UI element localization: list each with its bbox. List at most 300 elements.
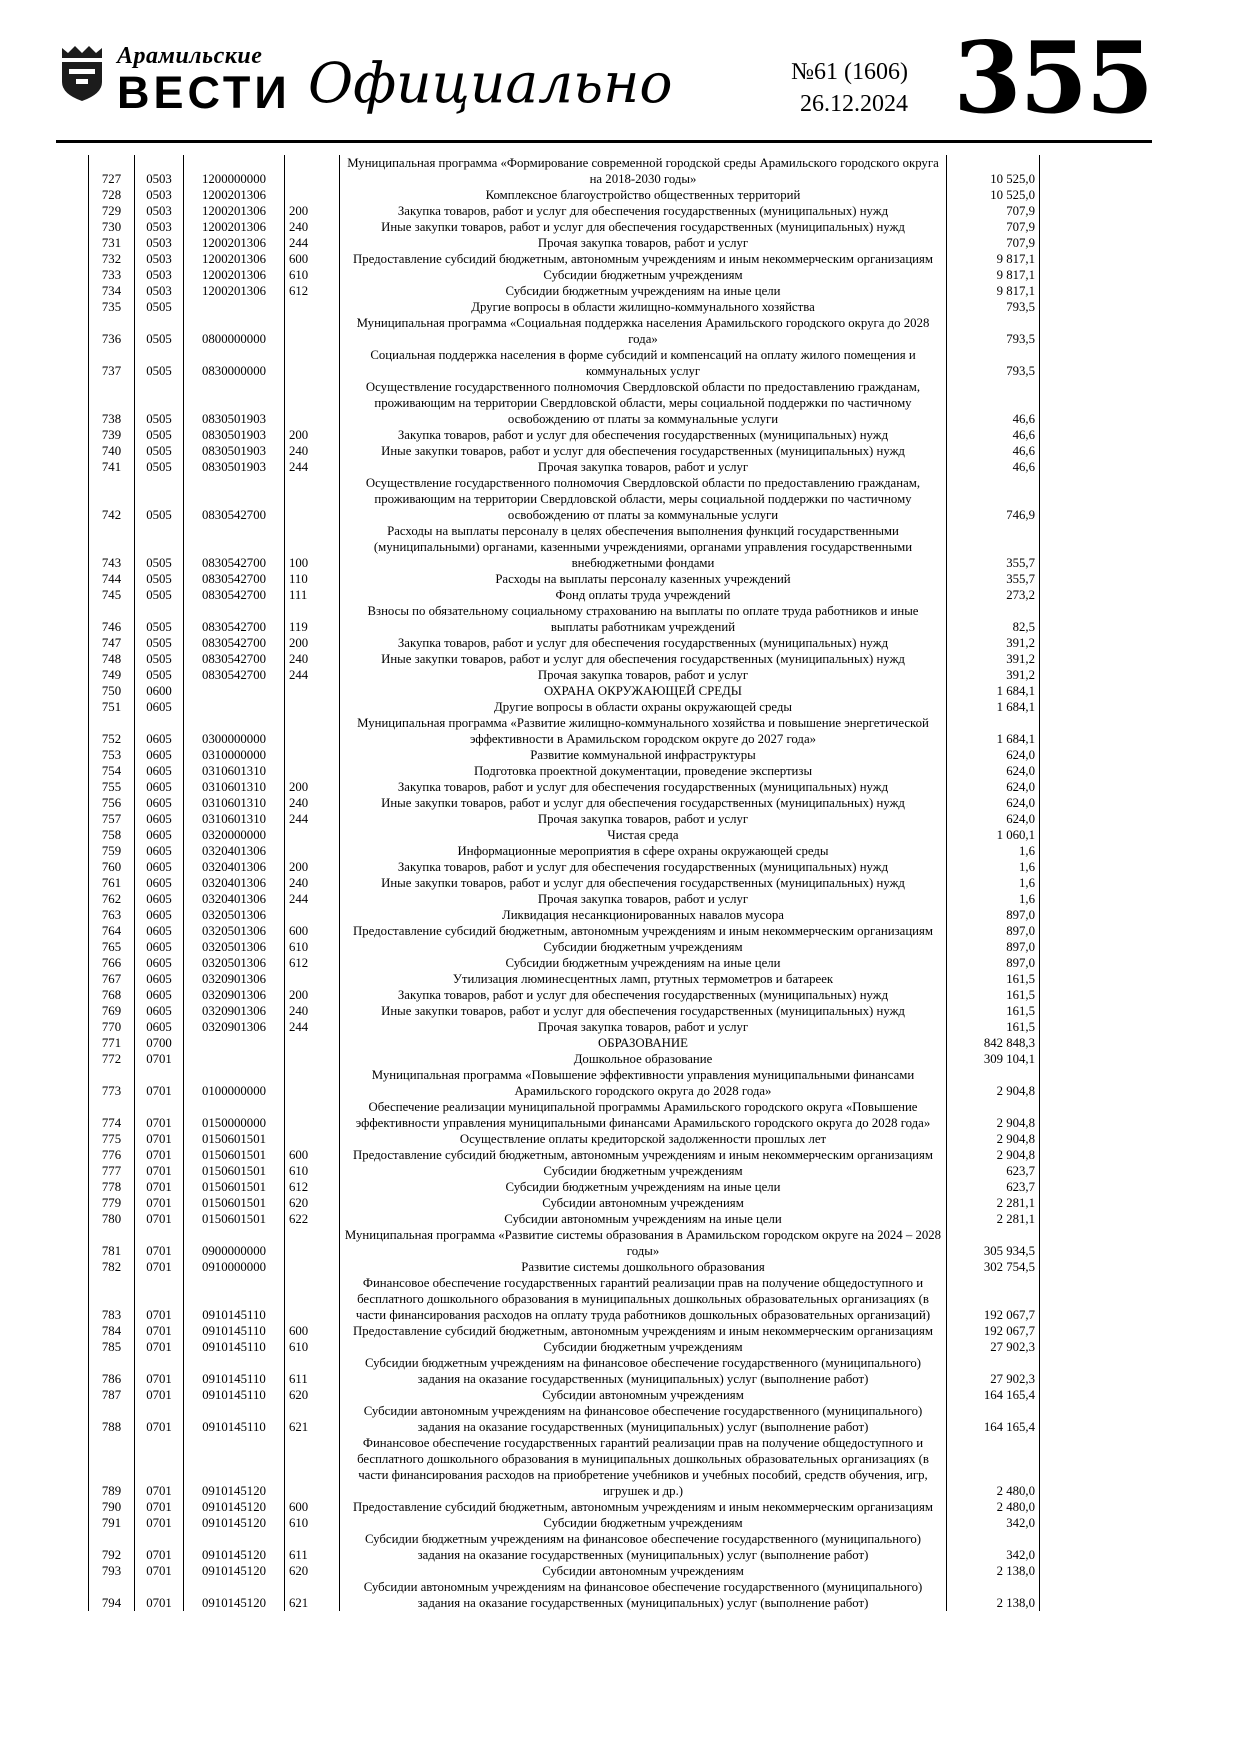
target-article-code-cell: 0830501903 <box>184 459 285 475</box>
section-code-cell: 0605 <box>135 795 184 811</box>
table-row <box>89 1035 1040 1051</box>
target-article-code-cell: 1200201306 <box>184 203 285 219</box>
row-number-cell: 741 <box>89 459 135 475</box>
target-article-code-cell: 0320401306 <box>184 843 285 859</box>
expense-type-code-cell: 244 <box>285 235 340 251</box>
table-row <box>89 459 1040 475</box>
section-code-cell: 0701 <box>135 1515 184 1531</box>
expense-type-code-cell: 200 <box>285 859 340 875</box>
target-article-code-cell: 1200201306 <box>184 187 285 203</box>
expense-type-code-cell: 610 <box>285 267 340 283</box>
section-code-cell: 0605 <box>135 1019 184 1035</box>
table-row <box>89 315 1040 347</box>
masthead <box>56 21 1152 136</box>
expense-name-cell: Осуществление государственного полномочия Свердловской области по предоставлению гражданам, проживающим на территории Свердловской области, меры социальной поддержки по частичному освобождению от платы за коммунальные услуги <box>340 475 947 523</box>
table-row <box>89 875 1040 891</box>
section-code-cell: 0605 <box>135 843 184 859</box>
row-number-cell: 786 <box>89 1355 135 1387</box>
expense-type-code-cell: 622 <box>285 1211 340 1227</box>
section-code-cell: 0505 <box>135 459 184 475</box>
row-number-cell: 769 <box>89 1003 135 1019</box>
target-article-code-cell: 0910145120 <box>184 1499 285 1515</box>
table-row <box>89 859 1040 875</box>
table-row <box>89 907 1040 923</box>
table-row <box>89 571 1040 587</box>
amount-cell: 309 104,1 <box>947 1051 1040 1067</box>
target-article-code-cell: 0910000000 <box>184 1259 285 1275</box>
row-number-cell: 731 <box>89 235 135 251</box>
table-row <box>89 299 1040 315</box>
row-number-cell: 759 <box>89 843 135 859</box>
expense-name-cell: Предоставление субсидий бюджетным, автономным учреждениям и иным некоммерческим организациям <box>340 923 947 939</box>
target-article-code-cell: 0310601310 <box>184 763 285 779</box>
section-code-cell: 0701 <box>135 1387 184 1403</box>
section-code-cell: 0605 <box>135 859 184 875</box>
brand-name-label: ВЕСТИ <box>117 67 291 119</box>
target-article-code-cell: 0320901306 <box>184 971 285 987</box>
target-article-code-cell: 0150601501 <box>184 1163 285 1179</box>
target-article-code-cell: 1200201306 <box>184 251 285 267</box>
table-row <box>89 1163 1040 1179</box>
expense-name-cell: Муниципальная программа «Развитие жилищно-коммунального хозяйства и повышение энергетической эффективности в Арамильском городском округе до 2027 года» <box>340 715 947 747</box>
expense-type-code-cell: 620 <box>285 1387 340 1403</box>
amount-cell: 391,2 <box>947 635 1040 651</box>
expense-type-code-cell: 600 <box>285 1323 340 1339</box>
expense-name-cell: Развитие коммунальной инфраструктуры <box>340 747 947 763</box>
row-number-cell: 755 <box>89 779 135 795</box>
table-row <box>89 1227 1040 1259</box>
target-article-code-cell: 0320501306 <box>184 923 285 939</box>
section-code-cell: 0605 <box>135 971 184 987</box>
expense-name-cell: Субсидии автономным учреждениям <box>340 1195 947 1211</box>
table-row <box>89 763 1040 779</box>
target-article-code-cell: 1200201306 <box>184 235 285 251</box>
amount-cell: 2 904,8 <box>947 1099 1040 1131</box>
amount-cell: 46,6 <box>947 443 1040 459</box>
table-row <box>89 603 1040 635</box>
amount-cell: 793,5 <box>947 347 1040 379</box>
section-code-cell: 0505 <box>135 523 184 571</box>
expense-name-cell: Субсидии бюджетным учреждениям на иные цели <box>340 955 947 971</box>
expense-type-code-cell: 244 <box>285 811 340 827</box>
expense-type-code-cell: 244 <box>285 1019 340 1035</box>
expense-type-code-cell <box>285 843 340 859</box>
expense-name-cell: Расходы на выплаты персоналу в целях обеспечения выполнения функций государственными (муниципальными) органами, казенными учреждениями, органами управления государственными внебюджетными фондами <box>340 523 947 571</box>
table-row <box>89 1403 1040 1435</box>
table-row <box>89 1195 1040 1211</box>
table-row <box>89 1003 1040 1019</box>
row-number-cell: 788 <box>89 1403 135 1435</box>
section-code-cell: 0605 <box>135 699 184 715</box>
row-number-cell: 779 <box>89 1195 135 1211</box>
expense-type-code-cell: 240 <box>285 795 340 811</box>
table-row <box>89 955 1040 971</box>
expense-name-cell: Чистая среда <box>340 827 947 843</box>
expense-name-cell: Субсидии бюджетным учреждениям <box>340 1339 947 1355</box>
amount-cell: 623,7 <box>947 1179 1040 1195</box>
issue-block <box>791 56 908 121</box>
target-article-code-cell: 0150601501 <box>184 1211 285 1227</box>
section-code-cell: 0605 <box>135 987 184 1003</box>
table-row <box>89 1019 1040 1035</box>
row-number-cell: 790 <box>89 1499 135 1515</box>
header-divider <box>56 140 1152 143</box>
section-code-cell: 0701 <box>135 1563 184 1579</box>
target-article-code-cell: 1200201306 <box>184 283 285 299</box>
expense-type-code-cell: 620 <box>285 1195 340 1211</box>
expense-name-cell: Дошкольное образование <box>340 1051 947 1067</box>
row-number-cell: 744 <box>89 571 135 587</box>
expense-name-cell: Социальная поддержка населения в форме субсидий и компенсаций на оплату жилого помещения и коммунальных услуг <box>340 347 947 379</box>
target-article-code-cell: 0150601501 <box>184 1195 285 1211</box>
coat-of-arms-icon <box>56 44 108 102</box>
expense-name-cell: Предоставление субсидий бюджетным, автономным учреждениям и иным некоммерческим организациям <box>340 1147 947 1163</box>
row-number-cell: 782 <box>89 1259 135 1275</box>
table-row <box>89 1531 1040 1563</box>
table-row <box>89 1147 1040 1163</box>
section-code-cell: 0701 <box>135 1259 184 1275</box>
expense-name-cell: Финансовое обеспечение государственных гарантий реализации прав на получение общедоступного и бесплатного дошкольного образования в муниципальных дошкольных образовательных организациях (в части финансирования расходов на оплату труда работников дошкольных образовательных организаций) <box>340 1275 947 1323</box>
expense-type-code-cell <box>285 715 340 747</box>
row-number-cell: 746 <box>89 603 135 635</box>
target-article-code-cell: 0830501903 <box>184 379 285 427</box>
amount-cell: 2 904,8 <box>947 1131 1040 1147</box>
section-code-cell: 0701 <box>135 1323 184 1339</box>
row-number-cell: 792 <box>89 1531 135 1563</box>
brand-text <box>117 43 291 119</box>
expense-name-cell: Обеспечение реализации муниципальной программы Арамильского городского округа «Повышение эффективности управления муниципальными финансами Арамильского городского округа до 2028 года» <box>340 1099 947 1131</box>
row-number-cell: 742 <box>89 475 135 523</box>
expense-type-code-cell: 111 <box>285 587 340 603</box>
section-code-cell: 0503 <box>135 203 184 219</box>
section-code-cell: 0503 <box>135 187 184 203</box>
amount-cell: 2 480,0 <box>947 1435 1040 1499</box>
target-article-code-cell: 0320501306 <box>184 955 285 971</box>
table-row <box>89 1051 1040 1067</box>
amount-cell: 27 902,3 <box>947 1355 1040 1387</box>
table-row <box>89 587 1040 603</box>
table-row <box>89 1211 1040 1227</box>
expense-name-cell: Подготовка проектной документации, проведение экспертизы <box>340 763 947 779</box>
issue-date: 26.12.2024 <box>800 91 908 118</box>
target-article-code-cell: 0320901306 <box>184 1003 285 1019</box>
row-number-cell: 789 <box>89 1435 135 1499</box>
table-row <box>89 523 1040 571</box>
target-article-code-cell: 0830542700 <box>184 587 285 603</box>
expense-name-cell: Предоставление субсидий бюджетным, автономным учреждениям и иным некоммерческим организациям <box>340 1323 947 1339</box>
expense-name-cell: Предоставление субсидий бюджетным, автономным учреждениям и иным некоммерческим организациям <box>340 1499 947 1515</box>
row-number-cell: 748 <box>89 651 135 667</box>
expense-name-cell: Закупка товаров, работ и услуг для обеспечения государственных (муниципальных) нужд <box>340 987 947 1003</box>
section-code-cell: 0701 <box>135 1435 184 1499</box>
row-number-cell: 791 <box>89 1515 135 1531</box>
expense-type-code-cell: 610 <box>285 1163 340 1179</box>
target-article-code-cell: 0310601310 <box>184 811 285 827</box>
amount-cell: 164 165,4 <box>947 1387 1040 1403</box>
table-row <box>89 1515 1040 1531</box>
amount-cell: 624,0 <box>947 811 1040 827</box>
row-number-cell: 733 <box>89 267 135 283</box>
row-number-cell: 735 <box>89 299 135 315</box>
section-code-cell: 0701 <box>135 1531 184 1563</box>
expense-name-cell: Прочая закупка товаров, работ и услуг <box>340 891 947 907</box>
amount-cell: 302 754,5 <box>947 1259 1040 1275</box>
target-article-code-cell <box>184 1035 285 1051</box>
target-article-code-cell: 0910145110 <box>184 1387 285 1403</box>
expense-type-code-cell: 621 <box>285 1403 340 1435</box>
section-code-cell: 0701 <box>135 1099 184 1131</box>
row-number-cell: 756 <box>89 795 135 811</box>
expense-name-cell: Субсидии бюджетным учреждениям на иные цели <box>340 1179 947 1195</box>
row-number-cell: 749 <box>89 667 135 683</box>
target-article-code-cell: 0320401306 <box>184 875 285 891</box>
target-article-code-cell: 0910145120 <box>184 1515 285 1531</box>
target-article-code-cell: 1200201306 <box>184 219 285 235</box>
section-code-cell: 0701 <box>135 1163 184 1179</box>
expense-type-code-cell: 240 <box>285 875 340 891</box>
target-article-code-cell <box>184 1051 285 1067</box>
expense-name-cell: Развитие системы дошкольного образования <box>340 1259 947 1275</box>
amount-cell: 9 817,1 <box>947 283 1040 299</box>
target-article-code-cell <box>184 299 285 315</box>
row-number-cell: 729 <box>89 203 135 219</box>
expense-type-code-cell: 620 <box>285 1563 340 1579</box>
expense-name-cell: Финансовое обеспечение государственных гарантий реализации прав на получение общедоступного и бесплатного дошкольного образования в муниципальных дошкольных образовательных организациях (в части финансирования расходов на приобретение учебников и учебных пособий, средств обучения, игр, игрушек и др.) <box>340 1435 947 1499</box>
amount-cell: 10 525,0 <box>947 155 1040 187</box>
page-number: 355 <box>953 21 1152 136</box>
expense-type-code-cell: 100 <box>285 523 340 571</box>
amount-cell: 1,6 <box>947 891 1040 907</box>
row-number-cell: 768 <box>89 987 135 1003</box>
table-row <box>89 827 1040 843</box>
table-row <box>89 1323 1040 1339</box>
expense-type-code-cell: 610 <box>285 1515 340 1531</box>
section-code-cell: 0701 <box>135 1051 184 1067</box>
amount-cell: 2 904,8 <box>947 1147 1040 1163</box>
row-number-cell: 772 <box>89 1051 135 1067</box>
expense-name-cell: Муниципальная программа «Развитие системы образования в Арамильском городском округе на 2024 – 2028 годы» <box>340 1227 947 1259</box>
row-number-cell: 752 <box>89 715 135 747</box>
row-number-cell: 750 <box>89 683 135 699</box>
section-code-cell: 0505 <box>135 667 184 683</box>
expense-type-code-cell: 612 <box>285 1179 340 1195</box>
amount-cell: 161,5 <box>947 1003 1040 1019</box>
table-row <box>89 923 1040 939</box>
expense-type-code-cell <box>285 1275 340 1323</box>
expense-type-code-cell: 600 <box>285 251 340 267</box>
brand-top-label: Арамильские <box>117 43 263 69</box>
target-article-code-cell: 1200000000 <box>184 155 285 187</box>
expense-type-code-cell: 244 <box>285 459 340 475</box>
expense-type-code-cell: 611 <box>285 1531 340 1563</box>
table-row <box>89 1259 1040 1275</box>
row-number-cell: 771 <box>89 1035 135 1051</box>
amount-cell: 82,5 <box>947 603 1040 635</box>
section-code-cell: 0605 <box>135 827 184 843</box>
target-article-code-cell: 0320401306 <box>184 859 285 875</box>
table-row <box>89 843 1040 859</box>
amount-cell: 161,5 <box>947 1019 1040 1035</box>
target-article-code-cell: 0320501306 <box>184 939 285 955</box>
target-article-code-cell: 0320501306 <box>184 907 285 923</box>
row-number-cell: 732 <box>89 251 135 267</box>
expense-type-code-cell: 110 <box>285 571 340 587</box>
amount-cell: 624,0 <box>947 763 1040 779</box>
expense-name-cell: Прочая закупка товаров, работ и услуг <box>340 1019 947 1035</box>
target-article-code-cell <box>184 683 285 699</box>
expense-name-cell: Осуществление государственного полномочия Свердловской области по предоставлению гражданам, проживающим на территории Свердловской области, меры социальной поддержки по частичному освобождению от платы за коммунальные услуги <box>340 379 947 427</box>
target-article-code-cell: 0830542700 <box>184 603 285 635</box>
section-code-cell: 0605 <box>135 875 184 891</box>
expense-name-cell: ОХРАНА ОКРУЖАЮЩЕЙ СРЕДЫ <box>340 683 947 699</box>
amount-cell: 897,0 <box>947 939 1040 955</box>
section-code-cell: 0505 <box>135 427 184 443</box>
amount-cell: 1 684,1 <box>947 715 1040 747</box>
amount-cell: 707,9 <box>947 235 1040 251</box>
amount-cell: 161,5 <box>947 987 1040 1003</box>
row-number-cell: 784 <box>89 1323 135 1339</box>
section-code-cell: 0701 <box>135 1403 184 1435</box>
table-row <box>89 795 1040 811</box>
newspaper-brand <box>56 43 291 119</box>
target-article-code-cell: 0150601501 <box>184 1147 285 1163</box>
expense-name-cell: Прочая закупка товаров, работ и услуг <box>340 235 947 251</box>
expense-name-cell: Субсидии автономным учреждениям на финансовое обеспечение государственного (муниципального) задания на оказание государственных (муниципальных) услуг (выполнение работ) <box>340 1579 947 1611</box>
amount-cell: 1,6 <box>947 875 1040 891</box>
expense-name-cell: Субсидии автономным учреждениям <box>340 1563 947 1579</box>
amount-cell: 897,0 <box>947 907 1040 923</box>
target-article-code-cell: 0900000000 <box>184 1227 285 1259</box>
expense-name-cell: Прочая закупка товаров, работ и услуг <box>340 459 947 475</box>
amount-cell: 793,5 <box>947 299 1040 315</box>
row-number-cell: 794 <box>89 1579 135 1611</box>
amount-cell: 897,0 <box>947 955 1040 971</box>
expense-name-cell: Иные закупки товаров, работ и услуг для обеспечения государственных (муниципальных) нужд <box>340 875 947 891</box>
expense-type-code-cell <box>285 1131 340 1147</box>
expense-type-code-cell: 612 <box>285 955 340 971</box>
target-article-code-cell: 0830501903 <box>184 443 285 459</box>
expense-type-code-cell: 600 <box>285 923 340 939</box>
section-code-cell: 0605 <box>135 1003 184 1019</box>
table-row <box>89 1275 1040 1323</box>
amount-cell: 273,2 <box>947 587 1040 603</box>
expense-name-cell: Утилизация люминесцентных ламп, ртутных термометров и батареек <box>340 971 947 987</box>
table-row <box>89 1499 1040 1515</box>
expense-name-cell: Муниципальная программа «Повышение эффективности управления муниципальными финансами Арамильского городского округа до 2028 года» <box>340 1067 947 1099</box>
amount-cell: 1 060,1 <box>947 827 1040 843</box>
expense-type-code-cell <box>285 1435 340 1499</box>
target-article-code-cell: 0910145120 <box>184 1563 285 1579</box>
expense-name-cell: Другие вопросы в области жилищно-коммунального хозяйства <box>340 299 947 315</box>
row-number-cell: 778 <box>89 1179 135 1195</box>
amount-cell: 2 281,1 <box>947 1195 1040 1211</box>
target-article-code-cell: 0800000000 <box>184 315 285 347</box>
expense-name-cell: Информационные мероприятия в сфере охраны окружающей среды <box>340 843 947 859</box>
target-article-code-cell: 0830542700 <box>184 571 285 587</box>
table-row <box>89 203 1040 219</box>
section-code-cell: 0605 <box>135 811 184 827</box>
expense-name-cell: Фонд оплаты труда учреждений <box>340 587 947 603</box>
expense-name-cell: Иные закупки товаров, работ и услуг для обеспечения государственных (муниципальных) нужд <box>340 443 947 459</box>
table-row <box>89 1563 1040 1579</box>
amount-cell: 46,6 <box>947 379 1040 427</box>
amount-cell: 2 138,0 <box>947 1579 1040 1611</box>
amount-cell: 355,7 <box>947 571 1040 587</box>
section-code-cell: 0605 <box>135 715 184 747</box>
section-code-cell: 0505 <box>135 379 184 427</box>
expense-type-code-cell <box>285 155 340 187</box>
expense-name-cell: Закупка товаров, работ и услуг для обеспечения государственных (муниципальных) нужд <box>340 779 947 795</box>
row-number-cell: 754 <box>89 763 135 779</box>
table-row <box>89 1179 1040 1195</box>
target-article-code-cell: 0830000000 <box>184 347 285 379</box>
amount-cell: 1 684,1 <box>947 699 1040 715</box>
expense-name-cell: Субсидии бюджетным учреждениям на финансовое обеспечение государственного (муниципального) задания на оказание государственных (муниципальных) услуг (выполнение работ) <box>340 1531 947 1563</box>
amount-cell: 391,2 <box>947 667 1040 683</box>
expense-name-cell: Субсидии автономным учреждениям <box>340 1387 947 1403</box>
expense-type-code-cell: 240 <box>285 219 340 235</box>
target-article-code-cell: 1200201306 <box>184 267 285 283</box>
amount-cell: 1,6 <box>947 843 1040 859</box>
row-number-cell: 766 <box>89 955 135 971</box>
budget-table <box>88 155 1040 1611</box>
expense-type-code-cell: 240 <box>285 651 340 667</box>
amount-cell: 624,0 <box>947 779 1040 795</box>
table-row <box>89 347 1040 379</box>
expense-type-code-cell: 200 <box>285 635 340 651</box>
row-number-cell: 736 <box>89 315 135 347</box>
table-row <box>89 235 1040 251</box>
expense-type-code-cell <box>285 379 340 427</box>
target-article-code-cell: 0910145110 <box>184 1275 285 1323</box>
expense-name-cell: Закупка товаров, работ и услуг для обеспечения государственных (муниципальных) нужд <box>340 203 947 219</box>
expense-name-cell: Муниципальная программа «Формирование современной городской среды Арамильского городского округа на 2018-2030 годы» <box>340 155 947 187</box>
section-code-cell: 0605 <box>135 923 184 939</box>
section-code-cell: 0503 <box>135 251 184 267</box>
expense-name-cell: Иные закупки товаров, работ и услуг для обеспечения государственных (муниципальных) нужд <box>340 1003 947 1019</box>
amount-cell: 707,9 <box>947 219 1040 235</box>
expense-name-cell: Комплексное благоустройство общественных территорий <box>340 187 947 203</box>
expense-name-cell: Закупка товаров, работ и услуг для обеспечения государственных (муниципальных) нужд <box>340 635 947 651</box>
expense-type-code-cell: 611 <box>285 1355 340 1387</box>
amount-cell: 10 525,0 <box>947 187 1040 203</box>
table-row <box>89 379 1040 427</box>
section-code-cell: 0503 <box>135 283 184 299</box>
table-row <box>89 251 1040 267</box>
expense-type-code-cell: 610 <box>285 939 340 955</box>
section-code-cell: 0605 <box>135 891 184 907</box>
section-code-cell: 0505 <box>135 603 184 635</box>
table-row <box>89 1099 1040 1131</box>
row-number-cell: 758 <box>89 827 135 843</box>
target-article-code-cell: 0910145120 <box>184 1435 285 1499</box>
amount-cell: 2 138,0 <box>947 1563 1040 1579</box>
table-row <box>89 267 1040 283</box>
target-article-code-cell: 0910145110 <box>184 1323 285 1339</box>
section-code-cell: 0503 <box>135 235 184 251</box>
row-number-cell: 783 <box>89 1275 135 1323</box>
expense-type-code-cell <box>285 1035 340 1051</box>
expense-name-cell: Прочая закупка товаров, работ и услуг <box>340 667 947 683</box>
target-article-code-cell: 0910145120 <box>184 1531 285 1563</box>
expense-type-code-cell: 200 <box>285 427 340 443</box>
expense-type-code-cell: 119 <box>285 603 340 635</box>
table-row <box>89 219 1040 235</box>
amount-cell: 842 848,3 <box>947 1035 1040 1051</box>
section-code-cell: 0605 <box>135 907 184 923</box>
amount-cell: 355,7 <box>947 523 1040 571</box>
expense-type-code-cell <box>285 1051 340 1067</box>
